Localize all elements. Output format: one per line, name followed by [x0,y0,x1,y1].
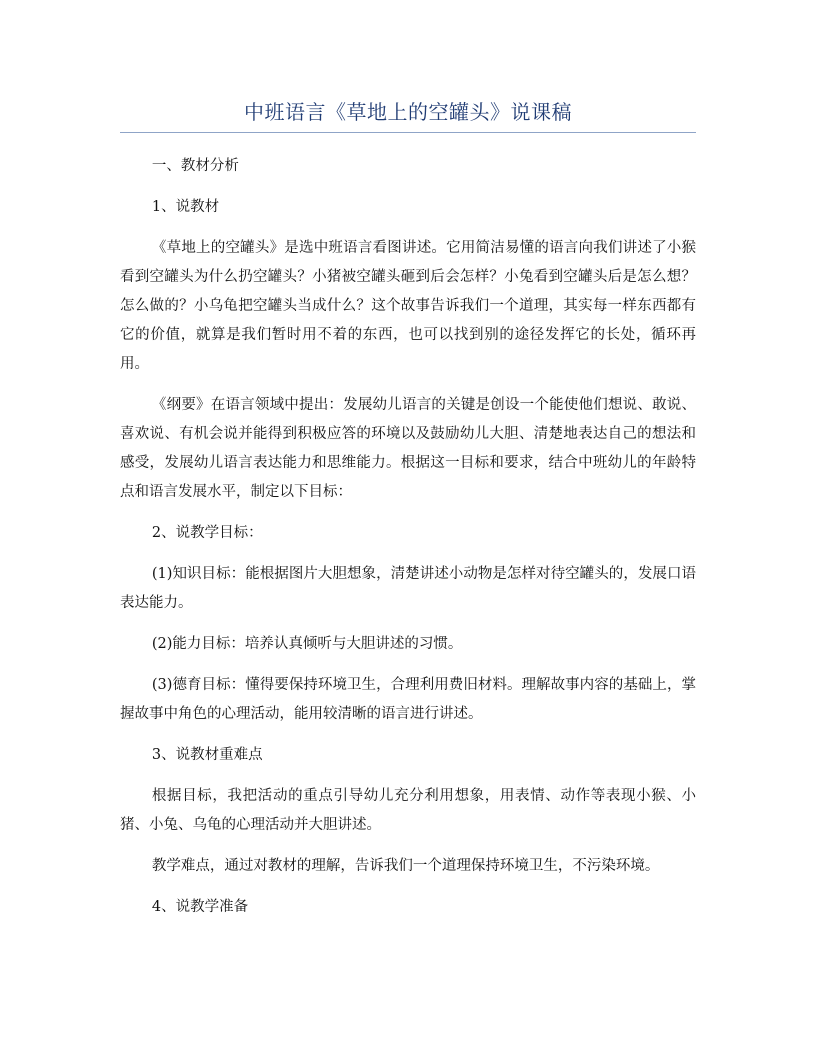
paragraph-key-point: 根据目标，我把活动的重点引导幼儿充分利用想象，用表情、动作等表现小猴、小猪、小兔、乌龟的心理活动并大胆讲述。 [120,788,696,833]
paragraph-moral-goal: (3)德育目标：懂得要保持环境卫生，合理利用费旧材料。理解故事内容的基础上，掌握故事中角色的心理活动，能用较清晰的语言进行讲述。 [120,677,696,722]
section-heading-textbook-analysis: 一、教材分析 [151,158,239,174]
subsection-heading-textbook: 1、说教材 [151,199,220,215]
paragraph-ability-goal: (2)能力目标：培养认真倾听与大胆讲述的习惯。 [151,636,463,652]
title-divider [120,132,696,133]
document-title: 中班语言《草地上的空罐头》说课稿 [244,100,572,124]
document-body [120,152,696,922]
paragraph-story-summary: 《草地上的空罐头》是选中班语言看图讲述。它用简洁易懂的语言向我们讲述了小猴看到空罐头为什么扔空罐头？小猪被空罐头砸到后会怎样？小兔看到空罐头后是怎么想？怎么做的？小乌龟把空罐头当成什么？这个故事告诉我们一个道理，其实每一样东西都有它的价值，就算是我们暂时用不着的东西，也可以找到别的途径发挥它的长处，循环再用。 [120,240,696,372]
paragraph-difficulty: 教学难点，通过对教材的理解，告诉我们一个道理保持环境卫生，不污染环境。 [151,858,660,874]
paragraph-knowledge-goal: (1)知识目标：能根据图片大胆想象，清楚讲述小动物是怎样对待空罐头的，发展口语表达能力。 [120,566,696,611]
subsection-heading-goals: 2、说教学目标： [151,525,263,541]
subsection-heading-key-points: 3、说教材重难点 [151,747,263,763]
paragraph-guideline: 《纲要》在语言领域中提出：发展幼儿语言的关键是创设一个能使他们想说、敢说、喜欢说、有机会说并能得到积极应答的环境以及鼓励幼儿大胆、清楚地表达自己的想法和感受，发展幼儿语言表达能力和思维能力。根据这一目标和要求，结合中班幼儿的年龄特点和语言发展水平，制定以下目标： [120,397,696,500]
subsection-heading-preparation: 4、说教学准备 [151,899,249,915]
